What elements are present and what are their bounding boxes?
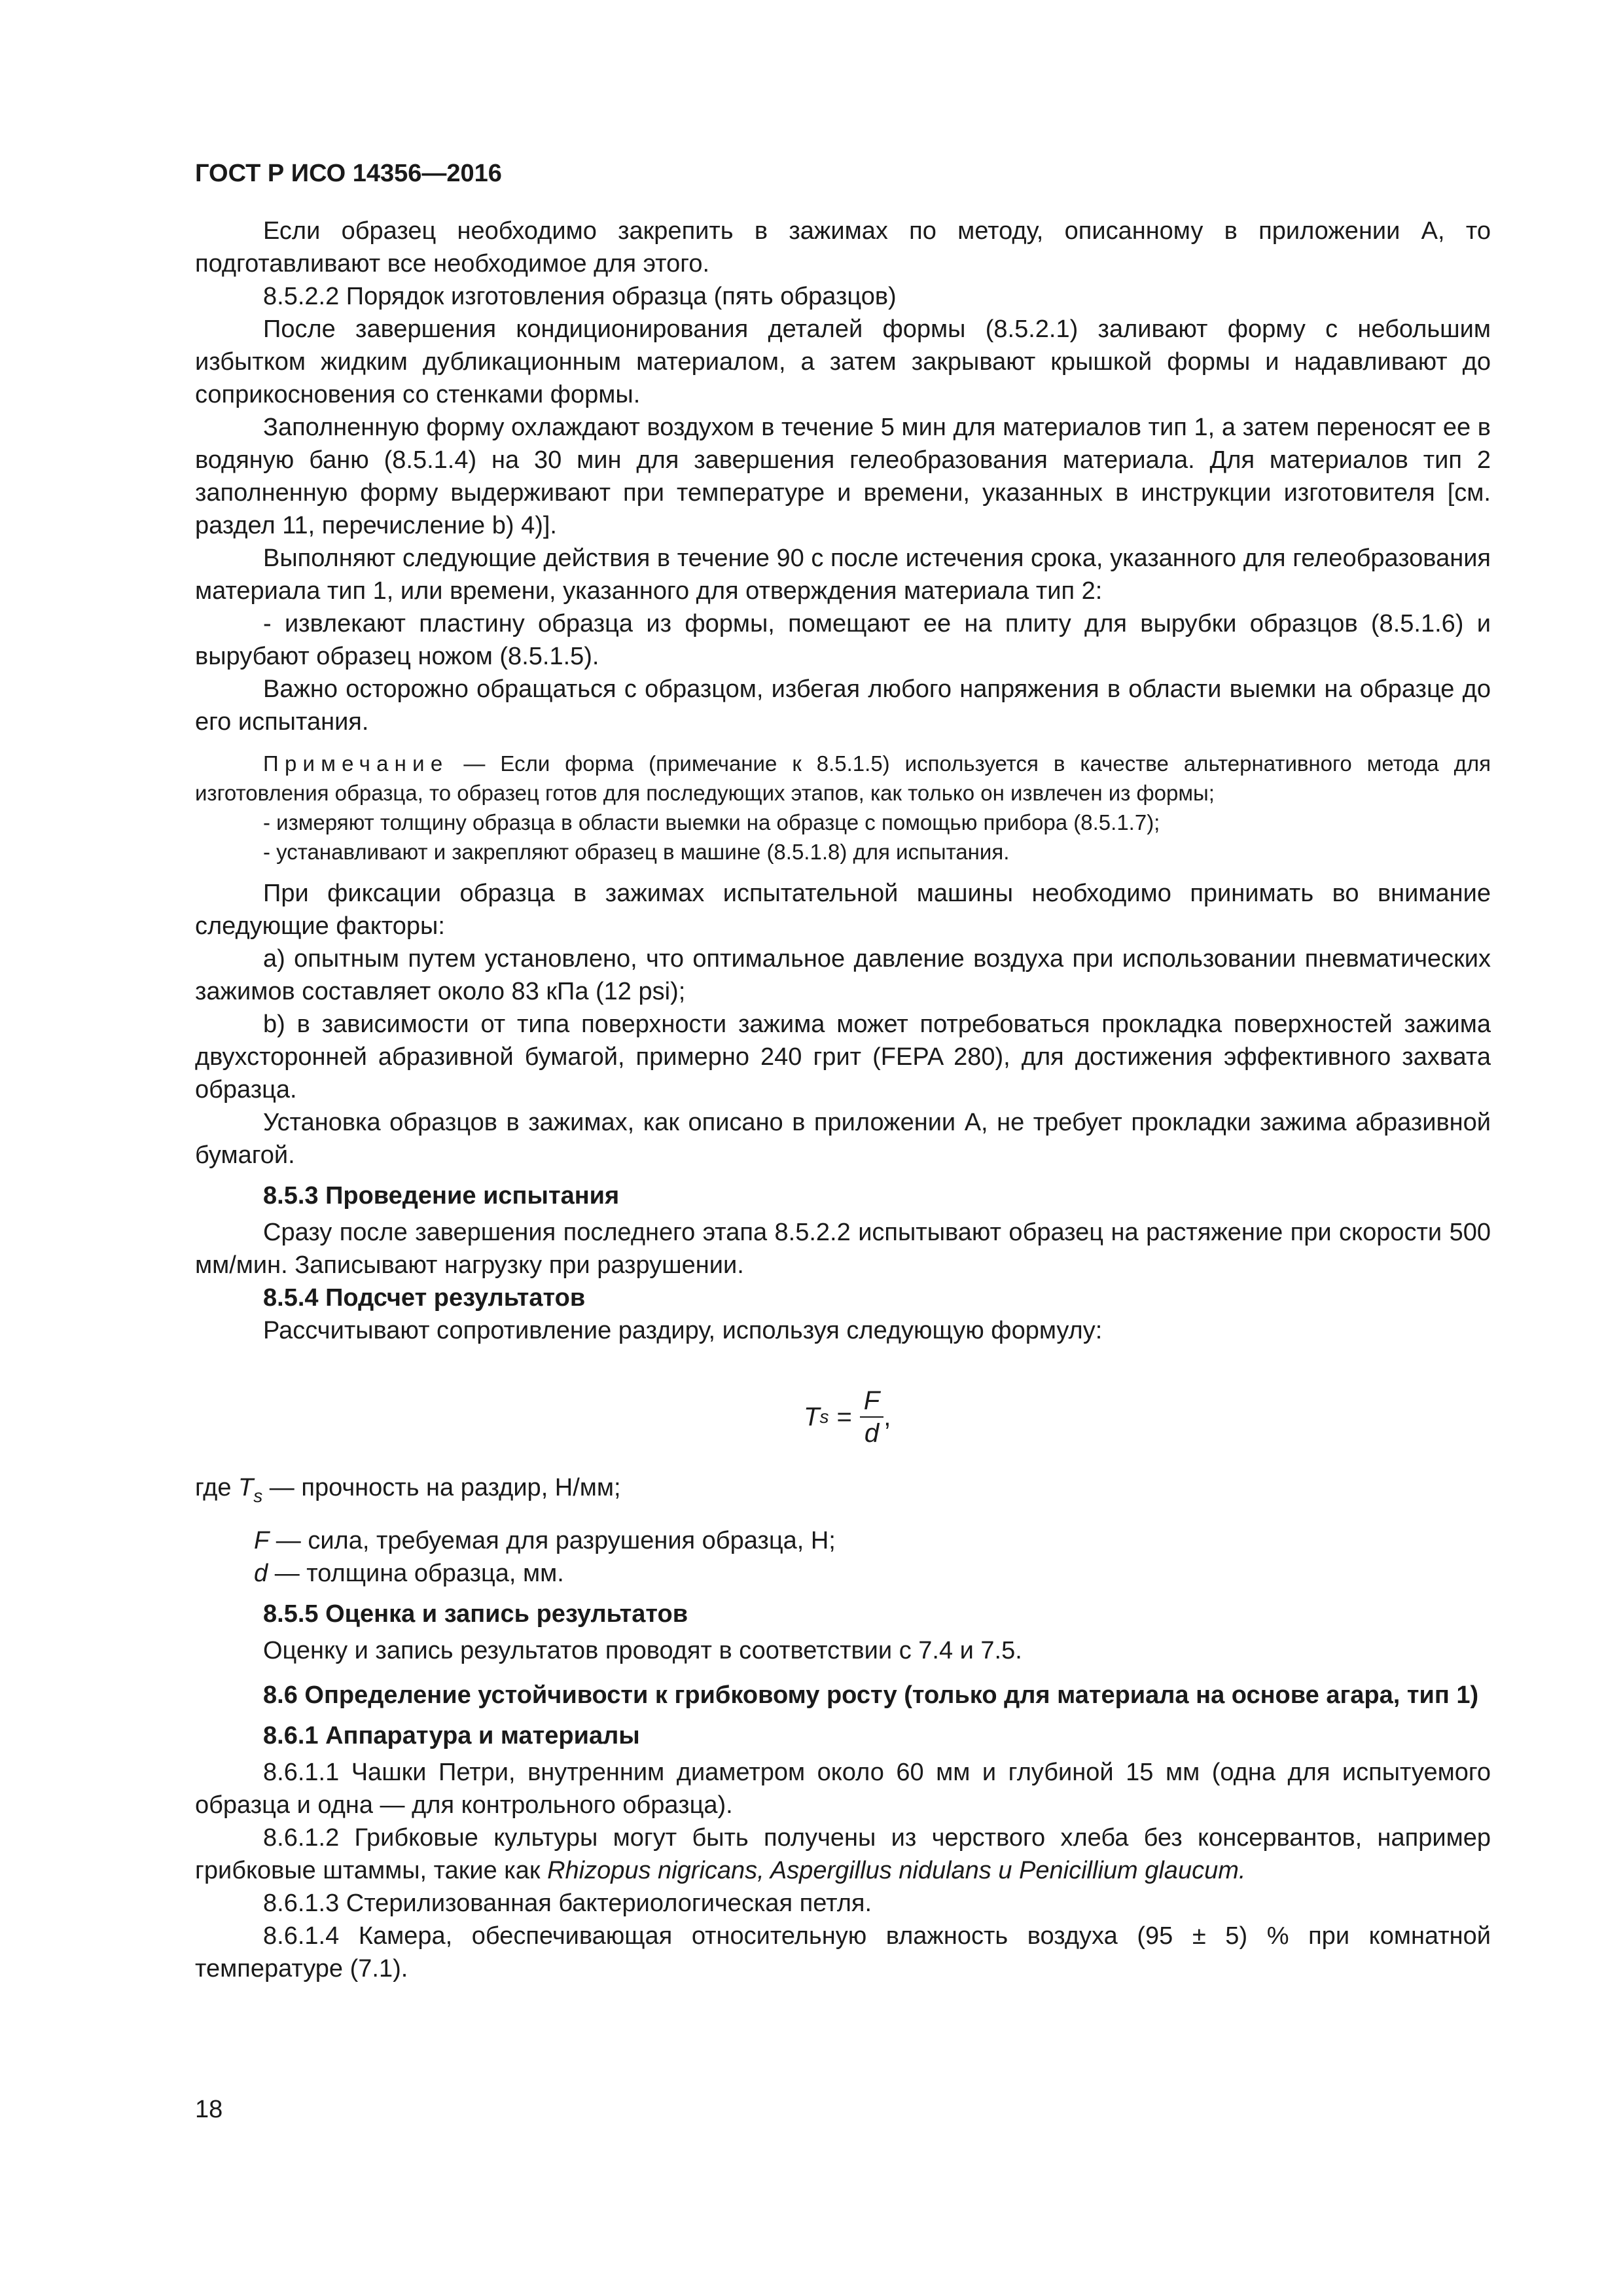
formula-fraction <box>860 1385 883 1449</box>
paragraph: 8.6.1.4 Камера, обеспечивающая относительную влажность воздуха (95 ± 5) % при комнатной температуре (7.1). <box>195 1922 1491 1982</box>
section-heading: 8.5.5 Оценка и запись результатов <box>263 1600 688 1628</box>
paragraph: Рассчитывают сопротивление раздиру, используя следующую формулу: <box>263 1317 1103 1344</box>
paragraph: Заполненную форму охлаждают воздухом в течение 5 мин для материалов тип 1, а затем переносят ее в водяную баню (8.5.1.4) на 30 мин для завершения гелеобразования материала. Для материалов тип 2 заполненную форму выдерживают при температуре и времени, указанных в инструкции изготовителя [см. раздел 11, перечисление b) 4)]. <box>195 414 1491 539</box>
formula <box>195 1354 1491 1465</box>
paragraph: Важно осторожно обращаться с образцом, избегая любого напряжения в области выемки на образце до его испытания. <box>195 675 1491 736</box>
legend-var: T <box>238 1474 254 1501</box>
list-item: - извлекают пластину образца из формы, помещают ее на плиту для вырубки образцов (8.5.1.6) и вырубают образец ножом (8.5.1.5). <box>195 610 1491 670</box>
species-names: Rhizopus nigricans, Aspergillus nidulans u Penicillium glaucum. <box>547 1857 1246 1884</box>
formula-legend <box>195 1524 1491 1557</box>
legend-text: — прочность на раздир, Н/мм; <box>262 1474 621 1501</box>
page-content <box>195 157 1491 1985</box>
section-heading: 8.6 Определение устойчивости к грибковому росту (только для материала на основе агара, тип 1) <box>263 1681 1479 1709</box>
formula-legend <box>195 1471 1491 1513</box>
legend-text: — толщина образца, мм. <box>268 1560 564 1587</box>
section-heading: 8.6.1 Аппаратура и материалы <box>263 1722 640 1749</box>
formula-legend <box>195 1557 1491 1590</box>
section-heading: 8.5.3 Проведение испытания <box>263 1182 620 1210</box>
legend-text: — сила, требуемая для разрушения образца, Н; <box>269 1527 836 1554</box>
paragraph: После завершения кондиционирования деталей формы (8.5.2.1) заливают форму с небольшим избытком жидким дубликационным материалом, а затем закрывают крышкой формы и надавливают до соприкосновения со стенками формы. <box>195 315 1491 408</box>
note <box>195 749 1491 808</box>
document-header: ГОСТ Р ИСО 14356—2016 <box>195 160 502 187</box>
formula-lhs-subscript: s <box>819 1407 829 1427</box>
note-text: — Если форма (примечание к 8.5.1.5) используется в качестве альтернативного метода для изготовления образца, то образец готов для последующих этапов, как только он извлечен из формы; <box>195 751 1491 805</box>
legend-prefix: где <box>195 1474 239 1501</box>
formula-trail: , <box>883 1402 891 1431</box>
paragraph: Если образец необходимо закрепить в зажимах по методу, описанному в приложении А, то подготавливают все необходимое для этого. <box>195 217 1491 278</box>
note-list-item: - устанавливают и закрепляют образец в машине (8.5.1.8) для испытания. <box>263 840 1010 864</box>
legend-var-subscript: s <box>253 1486 263 1506</box>
formula-denominator: d <box>864 1419 880 1448</box>
list-item: b) в зависимости от типа поверхности зажима может потребоваться прокладка поверхностей зажима двухсторонней абразивной бумагой, примерно 240 грит (FEPA 280), для достижения эффективного захвата образца. <box>195 1011 1491 1103</box>
note-list-item: - измеряют толщину образца в области выемки на образце с помощью прибора (8.5.1.7); <box>263 810 1160 834</box>
paragraph: Сразу после завершения последнего этапа 8.5.2.2 испытывают образец на растяжение при скорости 500 мм/мин. Записывают нагрузку при разрушении. <box>195 1219 1491 1279</box>
paragraph: 8.5.2.2 Порядок изготовления образца (пять образцов) <box>263 283 897 310</box>
paragraph: Установка образцов в зажимах, как описано в приложении А, не требует прокладки зажима абразивной бумагой. <box>195 1109 1491 1169</box>
list-item: a) опытным путем установлено, что оптимальное давление воздуха при использовании пневматических зажимов составляет около 83 кПа (12 psi); <box>195 945 1491 1005</box>
paragraph: Оценку и запись результатов проводят в соответствии с 7.4 и 7.5. <box>263 1637 1022 1664</box>
formula-lhs: T <box>804 1402 820 1431</box>
paragraph: 8.6.1.3 Стерилизованная бактериологическая петля. <box>263 1890 872 1917</box>
paragraph: Выполняют следующие действия в течение 90 с после истечения срока, указанного для гелеобразования материала тип 1, или времени, указанного для отверждения материала тип 2: <box>195 545 1491 605</box>
section-heading: 8.5.4 Подсчет результатов <box>263 1284 586 1312</box>
formula-numerator: F <box>860 1385 883 1418</box>
paragraph: 8.6.1.1 Чашки Петри, внутренним диаметром около 60 мм и глубиной 15 мм (одна для испытуемого образца и одна — для контрольного образца). <box>195 1759 1491 1819</box>
paragraph <box>195 1821 1491 1887</box>
formula-equals: = <box>836 1402 852 1431</box>
legend-var: d <box>254 1560 268 1587</box>
paragraph: При фиксации образца в зажимах испытательной машины необходимо принимать во внимание следующие факторы: <box>195 880 1491 940</box>
paragraph-text: 8.6.1.2 Грибковые культуры могут быть получены из черствого хлеба без консервантов, например грибковые штаммы, такие как <box>195 1824 1491 1884</box>
note-label: Примечание <box>263 751 449 776</box>
page-number: 18 <box>195 2096 223 2123</box>
legend-var: F <box>254 1527 270 1554</box>
